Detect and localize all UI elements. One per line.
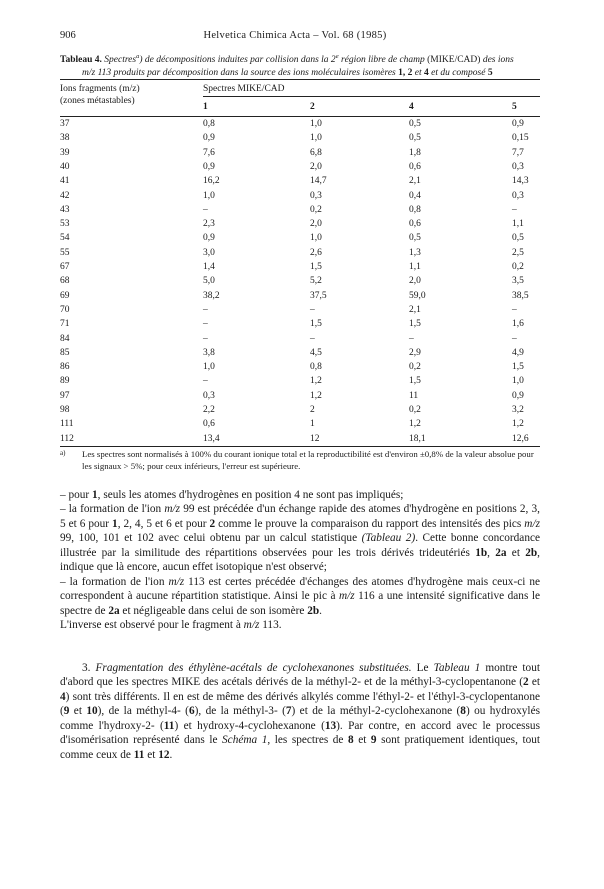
cell-mz: 55	[60, 247, 70, 258]
cell-value: 4,5	[310, 347, 322, 358]
cell-value: 0,9	[512, 119, 524, 129]
cell-value: 1,5	[409, 376, 421, 387]
cell-value: 7,7	[512, 147, 524, 158]
cell-mz: 37	[60, 119, 70, 129]
table-row	[60, 191, 540, 203]
cell-value: 2,2	[203, 405, 215, 415]
paragraph-bullets	[60, 488, 540, 633]
cell-value: 2,0	[409, 276, 421, 287]
footnote-text: Les spectres sont normalisés à 100% du courant ionique total et la reproductibilité est d'environ ±0,8% de la valeur absolue pour les signaux > 5%; pour ceux inférieurs, l'erreur est supérieure.	[82, 449, 534, 471]
cell-value: 2,1	[409, 176, 421, 187]
table-row	[60, 262, 540, 274]
cell-value: 2,6	[310, 247, 322, 258]
col-group-header: Spectres MIKE/CAD	[203, 84, 285, 94]
cell-value: –	[203, 304, 208, 315]
cell-value: 0,2	[512, 262, 524, 272]
cell-value: 1	[310, 419, 315, 430]
cell-value: 7,6	[203, 147, 215, 158]
table-row	[60, 291, 540, 303]
cell-value: 0,6	[409, 161, 421, 172]
cell-value: 16,2	[203, 176, 220, 187]
cell-value: 1,5	[310, 319, 322, 330]
bullet-1: – pour 1, seuls les atomes d'hydrogènes en position 4 ne sont pas impliqués;	[60, 489, 404, 501]
cell-value: 2	[310, 405, 315, 415]
table-top-rule	[60, 79, 540, 80]
page-number: 906	[60, 30, 76, 41]
table-row	[60, 205, 540, 217]
cell-mz: 38	[60, 133, 70, 144]
cell-value: 6,8	[310, 147, 322, 158]
table-row	[60, 148, 540, 160]
table-bottom-rule	[60, 446, 540, 447]
cell-mz: 68	[60, 276, 70, 287]
cell-mz: 98	[60, 405, 70, 415]
cell-value: 13,4	[203, 433, 220, 444]
col-header-1: 1	[203, 102, 208, 112]
cell-value: 0,2	[409, 405, 421, 415]
cell-value: 1,2	[310, 390, 322, 401]
cell-value: 0,9	[203, 161, 215, 172]
cell-value: 3,5	[512, 276, 524, 287]
group-header-rule	[203, 96, 540, 97]
table-row	[60, 348, 540, 360]
journal-title: Helvetica Chimica Acta – Vol. 68 (1985)	[203, 30, 387, 41]
cell-value: 2,1	[409, 304, 421, 315]
cell-mz: 97	[60, 390, 70, 401]
cell-value: 2,0	[310, 161, 322, 172]
cell-value: 1,0	[310, 233, 322, 244]
table-row	[60, 133, 540, 145]
cell-value: 1,0	[310, 133, 322, 144]
table-footnote	[60, 449, 540, 472]
cell-mz: 69	[60, 290, 70, 301]
cell-value: 59,0	[409, 290, 426, 301]
cell-value: 1,1	[409, 262, 421, 272]
cell-value: 1,2	[310, 376, 322, 387]
cell-value: 0,5	[409, 133, 421, 144]
cell-mz: 40	[60, 161, 70, 172]
cell-mz: 54	[60, 233, 70, 244]
cell-value: 1,5	[409, 319, 421, 330]
cell-value: 1,4	[203, 262, 215, 272]
cell-value: 0,9	[512, 390, 524, 401]
cell-value: 0,5	[409, 119, 421, 129]
cell-value: –	[203, 333, 208, 344]
cell-value: 1,6	[512, 319, 524, 330]
cell-value: 0,8	[203, 119, 215, 129]
cell-value: 1,5	[310, 262, 322, 272]
section-title: Fragmentation des éthylène-acétals de cyclohexanones substituées.	[95, 662, 412, 674]
cell-mz: 86	[60, 362, 70, 373]
table-row	[60, 176, 540, 188]
table-label: Tableau 4.	[60, 55, 102, 66]
cell-value: 1,1	[512, 219, 524, 230]
bullet-2: – la formation de l'ion m/z 99 est précédée d'un échange rapide des atomes d'hydrogène en positions 2, 3, 5 et 6 pour 1, 2, 4, 5 et 6 et pour 2 comme le prouve la comparaison du rapport des intensités des pics m/z 99, 100, 101 et 102 avec celui obtenu par un calcul statistique (Tableau 2). Cette bonne concordance illustrée par la similitude des répartitions observées pour les trois dérivés trideutériés 1b, 2a et 2b, indique que là encore, aucun effet isotopique n'est observé;	[60, 503, 540, 574]
table-row	[60, 334, 540, 346]
cell-value: 1,5	[512, 362, 524, 373]
cell-value: 0,9	[203, 233, 215, 244]
cell-value: 1,0	[203, 362, 215, 373]
cell-value: 11	[409, 390, 419, 401]
col-header-4: 4	[409, 102, 414, 112]
cell-value: –	[409, 333, 414, 344]
cell-value: 0,6	[203, 419, 215, 430]
cell-mz: 53	[60, 219, 70, 230]
cell-value: 38,2	[203, 290, 220, 301]
cell-value: 14,7	[310, 176, 327, 187]
cell-value: 0,8	[310, 362, 322, 373]
table-row	[60, 219, 540, 231]
cell-value: 0,5	[409, 233, 421, 244]
cell-value: 2,0	[310, 219, 322, 230]
cell-value: 0,5	[512, 233, 524, 244]
cell-value: 38,5	[512, 290, 529, 301]
cell-mz: 41	[60, 176, 70, 187]
bullet-3: – la formation de l'ion m/z 113 est certes précédée d'échanges des atomes d'hydrogène mais ceux-ci ne correspondent à aucune répartition statistique. Ainsi le pic à m/z 116 a une intensité significative dans le spectre de 2a et négligeable dans celui de son isomère 2b.	[60, 575, 540, 617]
cell-value: 18,1	[409, 433, 426, 444]
cell-value: 14,3	[512, 176, 529, 187]
table-row	[60, 362, 540, 374]
cell-mz: 43	[60, 204, 70, 215]
cell-value: 0,3	[512, 161, 524, 172]
table-row	[60, 248, 540, 260]
cell-value: –	[512, 333, 517, 344]
table-row	[60, 376, 540, 388]
cell-mz: 70	[60, 304, 70, 315]
table-row	[60, 434, 540, 446]
cell-value: 0,9	[203, 133, 215, 144]
table-caption: Tableau 4. Spectres$^a$) de décompositions induites par collision dans la 2e région libre de champ (MIKE/CAD) des ions m/z 113 produits par décomposition dans la source des ions moléculaires isomères 1, 2 et 4 et du composé 5	[60, 53, 514, 78]
cell-mz: 111	[60, 419, 74, 430]
cell-value: –	[203, 376, 208, 387]
col-header-5: 5	[512, 102, 517, 112]
table-header-rule	[60, 116, 540, 117]
cell-value: 37,5	[310, 290, 327, 301]
cell-value: 2,3	[203, 219, 215, 230]
cell-value: 0,3	[512, 190, 524, 201]
table-row	[60, 305, 540, 317]
cell-value: –	[203, 319, 208, 330]
table-row	[60, 233, 540, 245]
cell-value: 1,2	[512, 419, 524, 430]
cell-value: 1,3	[409, 247, 421, 258]
cell-value: 1,0	[512, 376, 524, 387]
cell-mz: 84	[60, 333, 70, 344]
cell-value: 0,6	[409, 219, 421, 230]
cell-value: 2,5	[512, 247, 524, 258]
cell-value: –	[310, 304, 315, 315]
col-header-2: 2	[310, 102, 315, 112]
cell-value: –	[310, 333, 315, 344]
bullet-4: L'inverse est observé pour le fragment à m/z 113.	[60, 619, 282, 632]
cell-value: 3,0	[203, 247, 215, 258]
cell-mz: 71	[60, 319, 70, 330]
cell-value: 3,2	[512, 405, 524, 415]
cell-value: 2,9	[409, 347, 421, 358]
cell-mz: 85	[60, 347, 70, 358]
cell-value: –	[512, 304, 517, 315]
cell-mz: 39	[60, 147, 70, 158]
cell-mz: 42	[60, 190, 70, 201]
cell-value: 5,0	[203, 276, 215, 287]
table-row	[60, 162, 540, 174]
cell-value: –	[512, 204, 517, 215]
cell-value: 1,2	[409, 419, 421, 430]
cell-mz: 89	[60, 376, 70, 387]
cell-value: 1,8	[409, 147, 421, 158]
cell-value: 0,3	[310, 190, 322, 201]
section-number: 3.	[82, 662, 96, 674]
cell-value: 0,8	[409, 204, 421, 215]
cell-value: 0,2	[310, 204, 322, 215]
cell-value: 5,2	[310, 276, 322, 287]
cell-value: –	[203, 204, 208, 215]
table-row	[60, 405, 540, 417]
running-header	[60, 30, 530, 44]
cell-value: 0,3	[203, 390, 215, 401]
table-row	[60, 391, 540, 403]
cell-value: 12	[310, 433, 320, 444]
table-row	[60, 319, 540, 331]
table-row	[60, 119, 540, 131]
section-3-paragraph: 3. Fragmentation des éthylène-acétals de cyclohexanones substituées. Le Tableau 1 montre tout d'abord que les spectres MIKE des acétals dérivés de la méthyl-2- et de la méthyl-3-cyclopentanone (2 et 4) sont très différents. Il en est de même des dérivés alkylés comme l'éthyl-2- et l'éthyl-3-cyclopentanone (9 et 10), de la méthyl-4- (6), de la méthyl-3- (7) et de la méthyl-2-cyclohexanone (8) ou hydroxylés comme l'hydroxy-2- (11) et hydroxy-4-cyclohexanone (13). Par contre, en accord avec le processus d'isomérisation représenté dans le Schéma 1, les spectres de 8 et 9 sont pratiquement identiques, tout comme ceux de 11 et 12.	[60, 662, 541, 761]
cell-mz: 67	[60, 262, 70, 272]
table-row	[60, 419, 540, 431]
cell-value: 1,0	[310, 119, 322, 129]
cell-value: 4,9	[512, 347, 524, 358]
cell-value: 0,4	[409, 190, 421, 201]
cell-value: 0,2	[409, 362, 421, 373]
table-row	[60, 276, 540, 288]
footnote-mark: a)	[60, 449, 66, 457]
cell-value: 12,6	[512, 433, 529, 444]
col-header-fragments: Ions fragments (m/z) (zones métastables)	[60, 84, 140, 106]
cell-value: 0,15	[512, 133, 529, 144]
cell-mz: 112	[60, 433, 74, 444]
cell-value: 1,0	[203, 190, 215, 201]
cell-value: 3,8	[203, 347, 215, 358]
